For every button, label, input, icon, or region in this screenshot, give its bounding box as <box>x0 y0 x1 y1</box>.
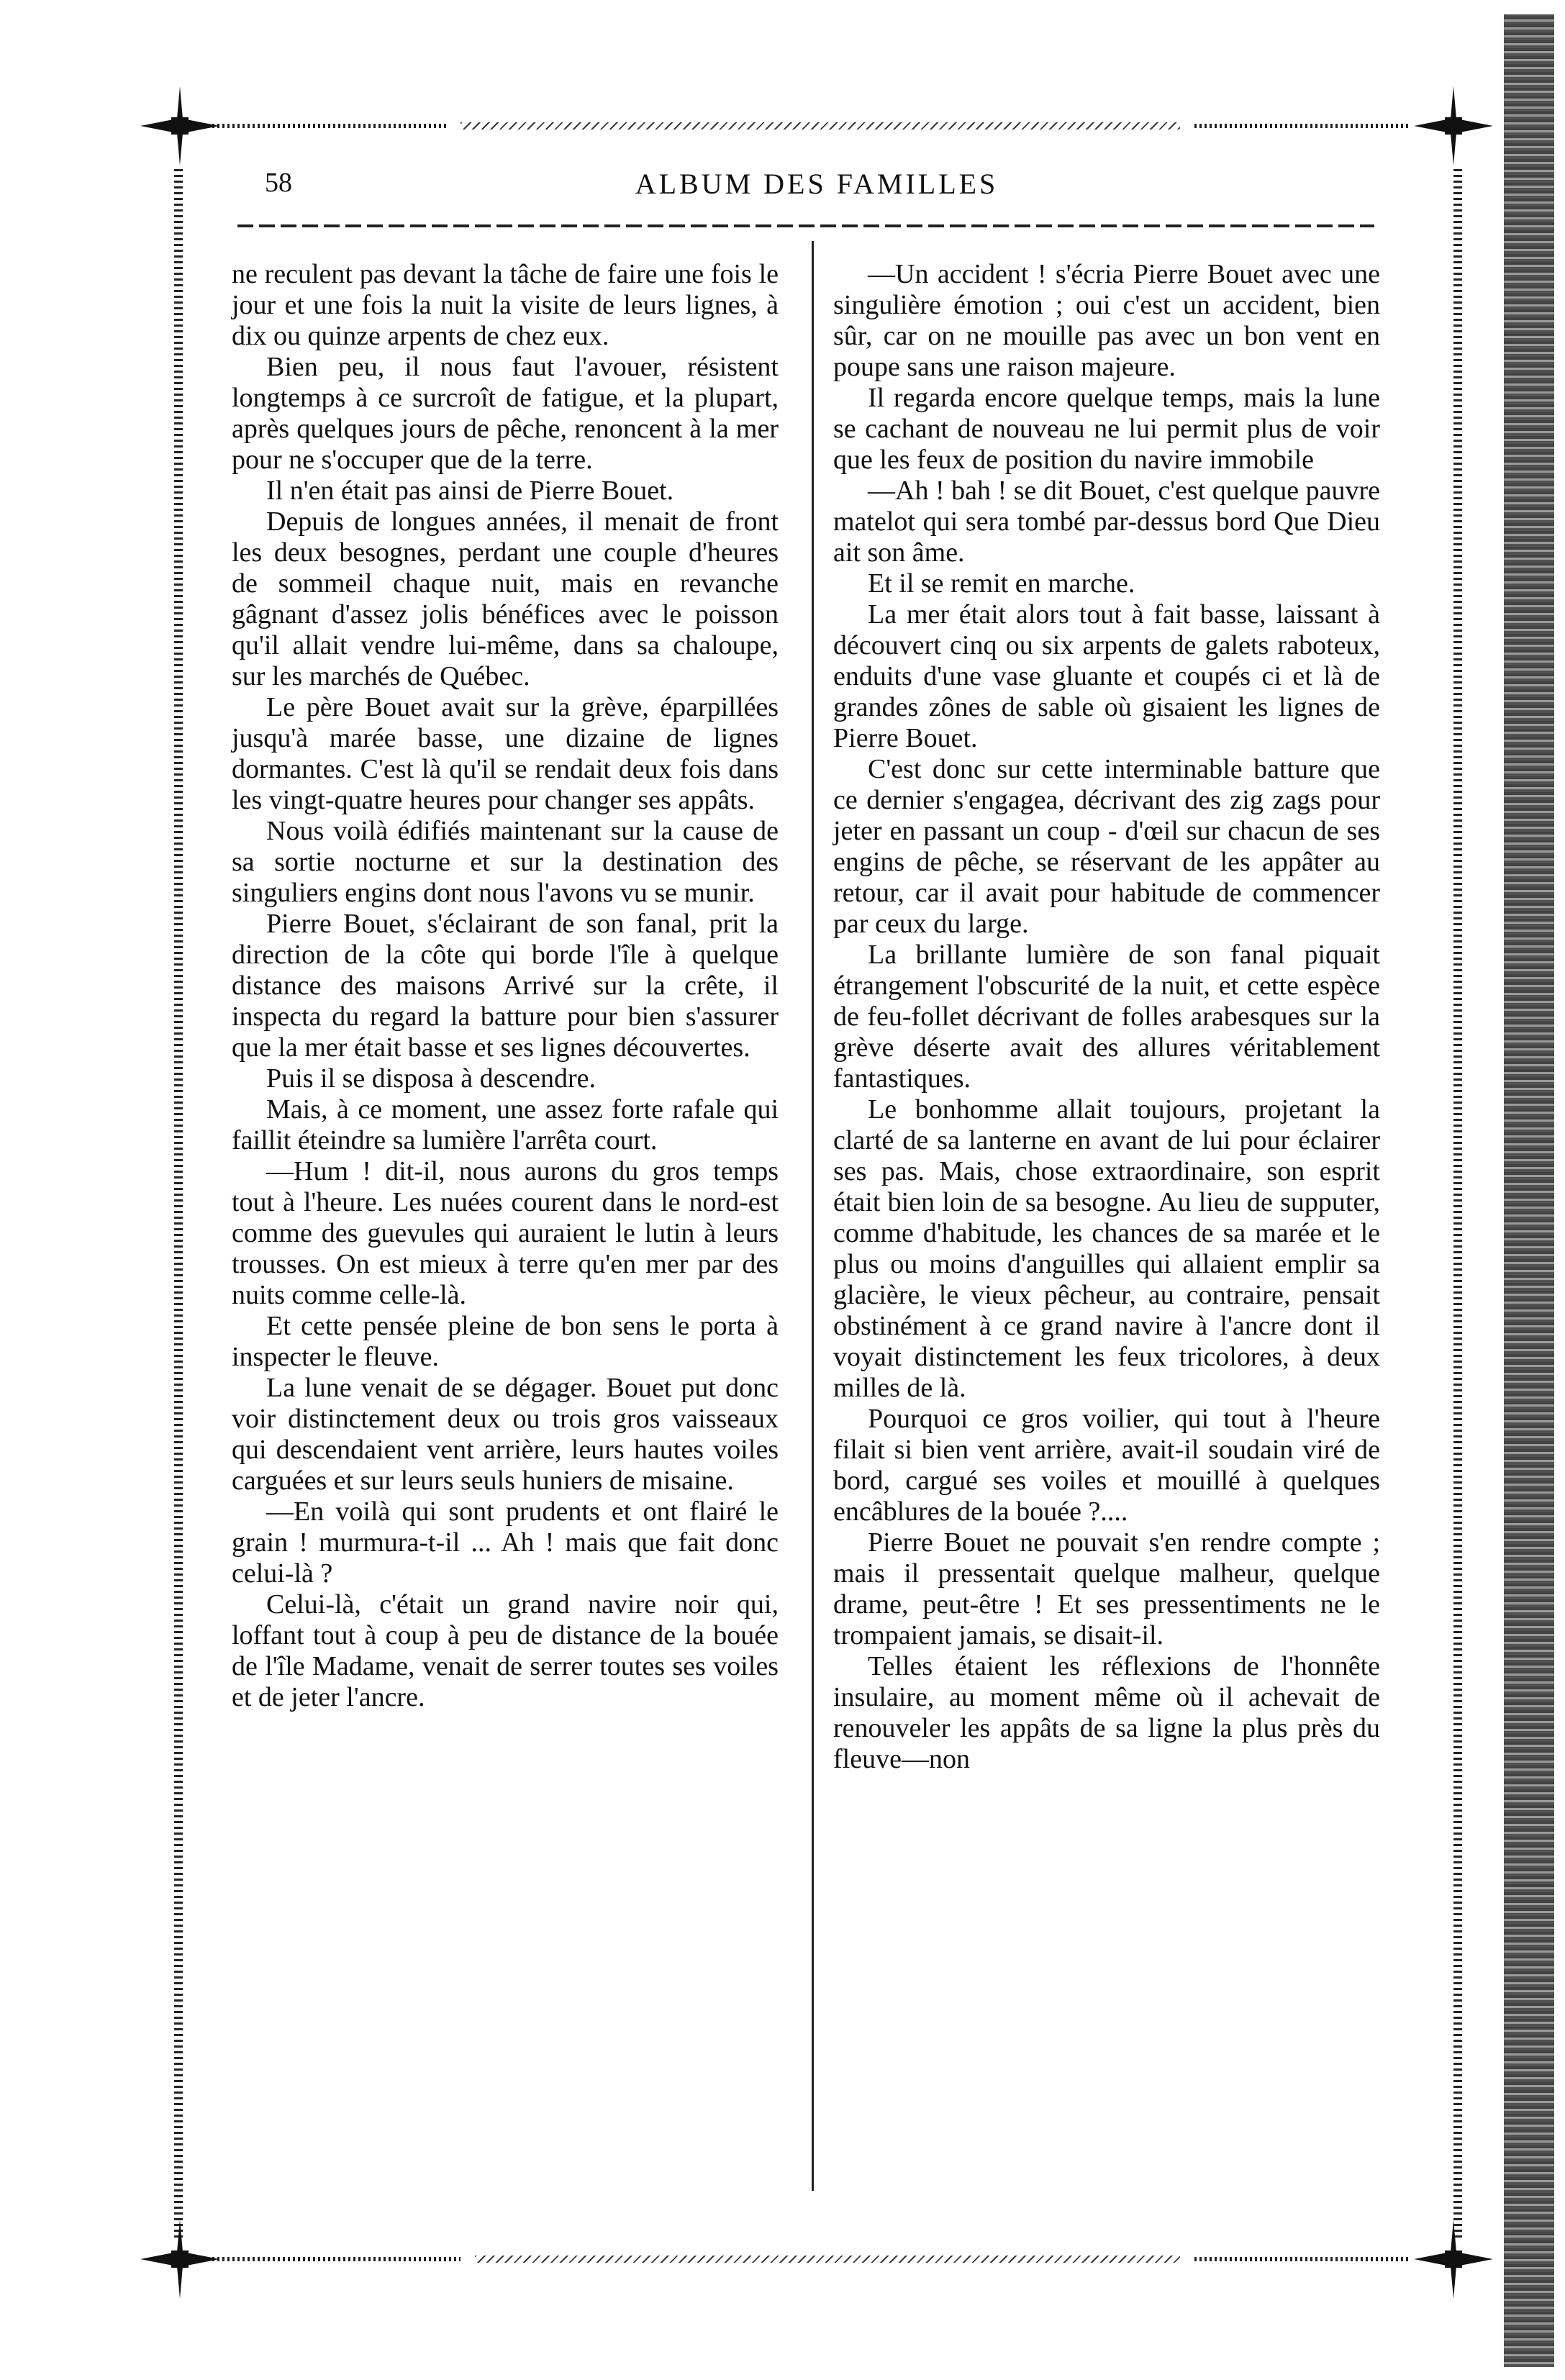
paragraph: Il n'en était pas ainsi de Pierre Bouet. <box>266 476 674 506</box>
page-edge-shadow <box>1504 14 1554 2367</box>
paragraph: —Ah ! bah ! se dit Bouet, c'est quelque pauvre matelot qui sera tombé par-dessus bord Que Dieu ait son âme. <box>833 476 1380 568</box>
paragraph: Le père Bouet avait sur la grève, éparpillées jusqu'à marée basse, une dizaine de lignes dormantes. C'est là qu'il se rendait deux fois dans les vingt-quatre heures pour changer ses appâts. <box>232 692 779 815</box>
corner-ornament-icon <box>1410 2216 1497 2302</box>
paragraph: Pierre Bouet ne pouvait s'en rendre compte ; mais il pressentait quelque malheur, quelque drame, peut-être ! Et ses pressentiments ne le trompaient jamais, se disait-il. <box>833 1527 1380 1650</box>
paragraph: La brillante lumière de son fanal piquait étrangement l'obscurité de la nuit, et cette espèce de feu-follet décrivant de folles arabesques sur la grève déserte avait des allures véritablement fantastiques. <box>833 940 1380 1094</box>
paragraph: —En voilà qui sont prudents et ont flairé le grain ! murmura-t-il ... Ah ! mais que fait donc celui-là ? <box>232 1496 779 1589</box>
paragraph: Puis il se disposa à descendre. <box>266 1063 596 1094</box>
paragraph: Celui-là, c'était un grand navire noir qui, loffant tout à coup à peu de distance de la bouée de l'île Madame, venait de serrer toutes ses voiles et de jeter l'ancre. <box>232 1589 779 1712</box>
paragraph: Bien peu, il nous faut l'avouer, résistent longtemps à ce surcroît de fatigue, et la plupart, après quelques jours de pêche, renoncent à la mer pour ne s'occuper que de la terre. <box>232 352 779 475</box>
paragraph: La lune venait de se dégager. Bouet put donc voir distinctement deux ou trois gros vaisseaux qui descendaient vent arrière, leurs hautes voiles carguées et sur leurs seuls huniers de misaine. <box>232 1373 779 1496</box>
paragraph: Telles étaient les réflexions de l'honnête insulaire, au moment même où il achevait de renouveler les appâts de sa ligne la plus près du fleuve—non <box>833 1651 1380 1774</box>
paragraph: C'est donc sur cette interminable batture que ce dernier s'engagea, décrivant des zig zags pour jeter en passant un coup - d'œil sur chacun de ses engins de pêche, se réservant de les appâter au retour, car il avait pour habitude de commencer par ceux du large. <box>833 754 1380 939</box>
paragraph: Depuis de longues années, il menait de front les deux besognes, perdant une couple d'heures de sommeil chaque nuit, mais en revanche gâgnant d'assez jolis bénéfices avec le poisson qu'il allait vendre lui-même, dans sa chaloupe, sur les marchés de Québec. <box>232 507 779 691</box>
right-ornamental-rule <box>1453 165 1462 2238</box>
paragraph: Nous voilà édifiés maintenant sur la cause de sa sortie nocturne et sur la destination des singuliers engins dont nous l'avons vu se munir. <box>232 816 779 908</box>
paragraph: Mais, à ce moment, une assez forte rafale qui faillit éteindre sa lumière l'arrêta court. <box>232 1094 779 1155</box>
top-ornamental-rule <box>187 122 1410 130</box>
page-header <box>259 167 1374 210</box>
paragraph: Pourquoi ce gros voilier, qui tout à l'heure filait si bien vent arrière, avait-il soudain viré de bord, cargué ses voiles et mouillé à quelques encâblures de la bouée ?.... <box>833 1404 1380 1527</box>
bottom-ornamental-rule <box>187 2256 1410 2263</box>
paragraph: Le bonhomme allait toujours, projetant la clarté de sa lanterne en avant de lui pour éclairer ses pas. Mais, chose extraordinaire, son esprit était bien loin de sa besogne. Au lieu de supputer, comme d'habitude, les chances de sa marée et le plus ou moins d'anguilles qui allaient emplir sa glacière, le vieux pêcheur, au contraire, pensait obstinément à ce grand navire à l'ancre dont il voyait distinctement les feux tricolores, à deux milles de là. <box>833 1094 1380 1403</box>
page-number: 58 <box>265 168 292 198</box>
header-rule <box>237 224 1374 227</box>
paragraph: Il regarda encore quelque temps, mais la lune se cachant de nouveau ne lui permit plus de voir que les feux de position du navire immobile <box>833 383 1380 475</box>
paragraph: —Hum ! dit-il, nous aurons du gros temps tout à l'heure. Les nuées courent dans le nord-est comme des guevules qui auraient le lutin à leurs trousses. On est mieux à terre qu'en mer par des nuits comme celle-là. <box>232 1156 779 1310</box>
right-text-column <box>833 259 1380 1775</box>
corner-ornament-icon <box>137 83 223 169</box>
column-divider <box>812 241 814 2191</box>
corner-ornament-icon <box>1410 83 1497 169</box>
running-head: ALBUM DES FAMILLES <box>635 168 999 200</box>
left-ornamental-rule <box>174 165 183 2238</box>
paragraph: Et cette pensée pleine de bon sens le porta à inspecter le fleuve. <box>232 1311 779 1372</box>
paragraph: —Un accident ! s'écria Pierre Bouet avec une singulière émotion ; oui c'est un accident, bien sûr, car on ne mouille pas avec un bon vent en poupe sans une raison majeure. <box>833 259 1380 382</box>
paragraph: ne reculent pas devant la tâche de faire une fois le jour et une fois la nuit la visite de leurs lignes, à dix ou quinze arpents de chez eux. <box>232 259 779 351</box>
left-text-column <box>232 259 779 1713</box>
paragraph: Et il se remit en marche. <box>868 568 1135 599</box>
paragraph: La mer était alors tout à fait basse, laissant à découvert cinq ou six arpents de galets raboteux, enduits d'une vase gluante et coupés ci et là de grandes zônes de sable où gisaient les lignes de Pierre Bouet. <box>833 599 1380 753</box>
paragraph: Pierre Bouet, s'éclairant de son fanal, prit la direction de la côte qui borde l'île à quelque distance des maisons Arrivé sur la crête, il inspecta du regard la batture pour bien s'assurer que la mer était basse et ses lignes découvertes. <box>232 909 779 1063</box>
corner-ornament-icon <box>137 2216 223 2302</box>
